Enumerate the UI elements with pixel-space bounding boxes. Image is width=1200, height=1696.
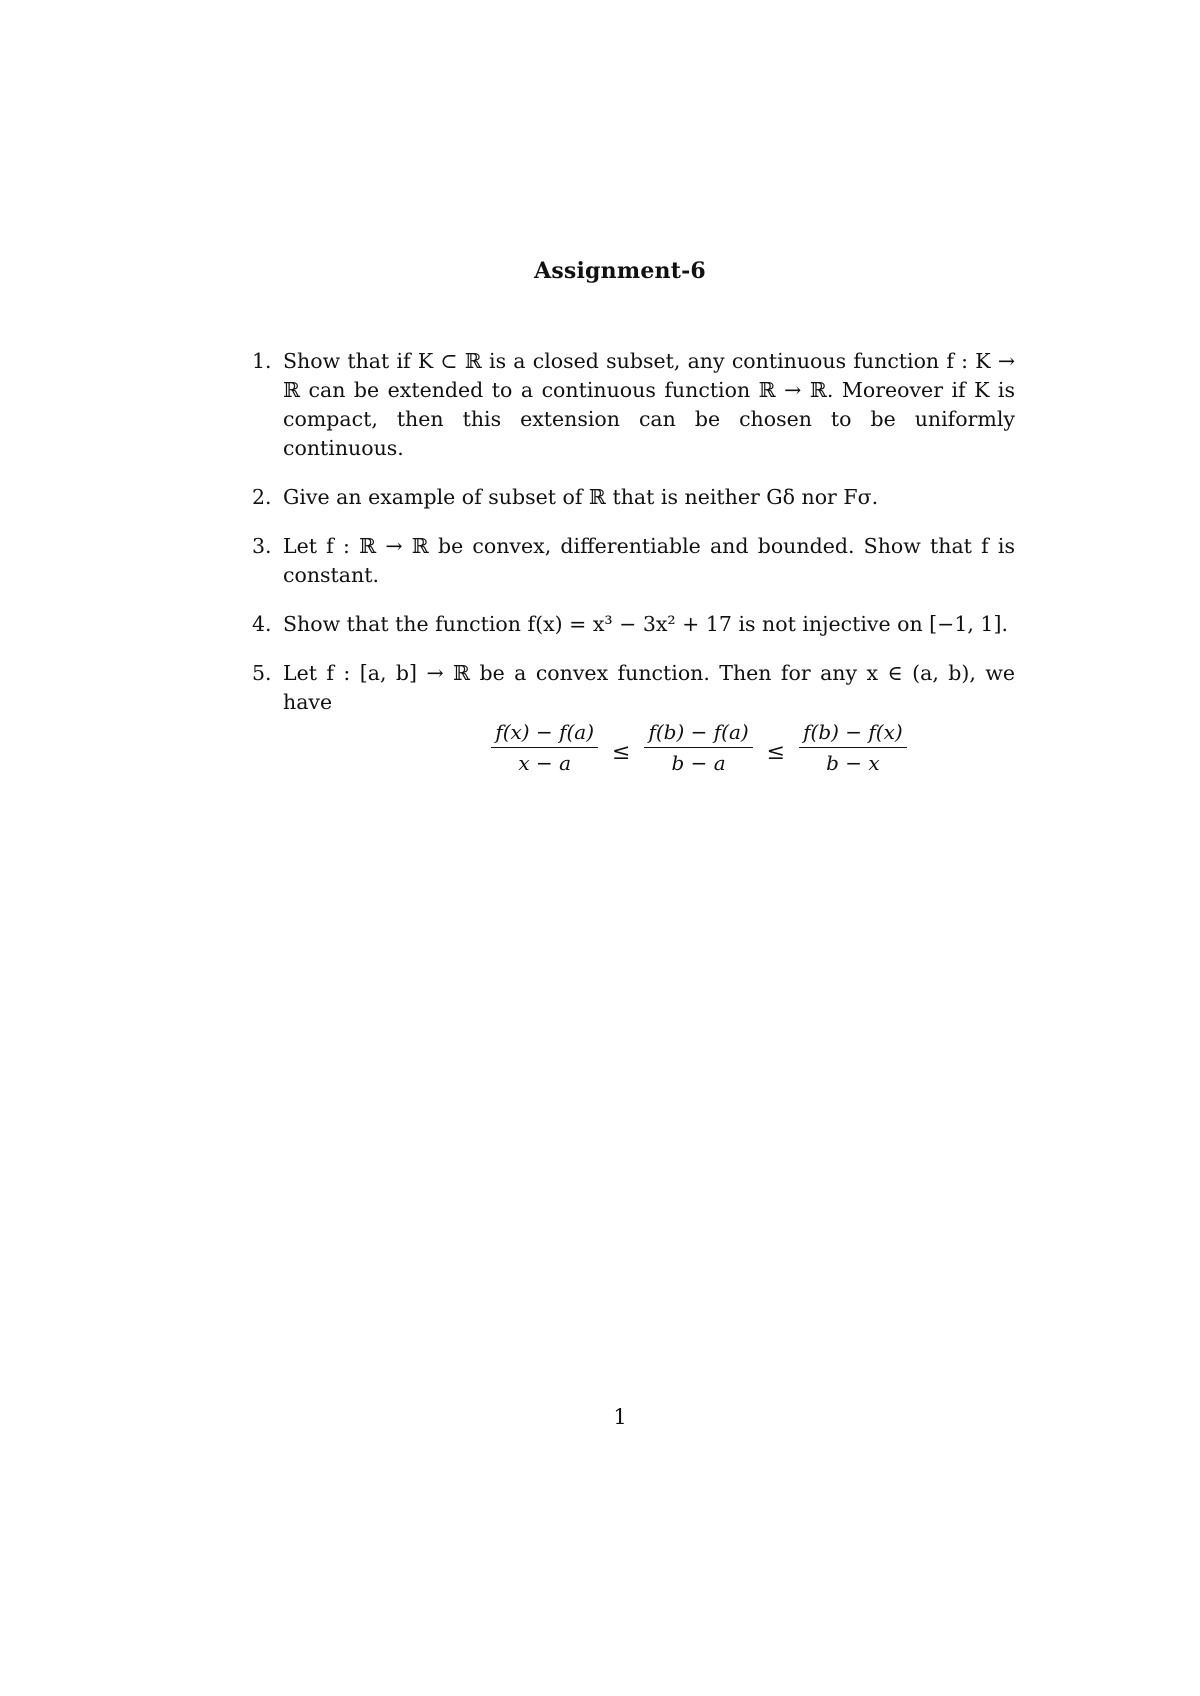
fraction-left bbox=[491, 719, 598, 776]
fraction-numerator: f(b) − f(a) bbox=[644, 719, 752, 748]
problem-text: Let f : ℝ → ℝ be convex, differentiable and bounded. Show that f is constant. bbox=[283, 534, 1015, 587]
problem-text: Show that the function f(x) = x³ − 3x² + 17 is not injective on [−1, 1]. bbox=[283, 612, 1008, 636]
fraction-middle bbox=[644, 719, 752, 776]
problem-2 bbox=[250, 483, 1015, 512]
problem-number: 3. bbox=[252, 534, 272, 558]
problem-number: 2. bbox=[252, 485, 272, 509]
problem-3 bbox=[250, 532, 1015, 590]
fraction-denominator: b − x bbox=[826, 751, 880, 775]
fraction-numerator: f(b) − f(x) bbox=[799, 719, 907, 748]
problem-number: 5. bbox=[252, 661, 272, 685]
problem-4 bbox=[250, 610, 1015, 639]
page-title: Assignment-6 bbox=[534, 258, 706, 284]
less-equal-sign: ≤ bbox=[766, 739, 786, 765]
convexity-inequality bbox=[383, 719, 1015, 776]
problem-number: 4. bbox=[252, 612, 272, 636]
problem-text: Give an example of subset of ℝ that is neither Gδ nor Fσ. bbox=[283, 485, 879, 509]
problem-text: Show that if K ⊂ ℝ is a closed subset, any continuous function f : K → ℝ can be extended to a continuous function ℝ → ℝ. Moreover if K is compact, then this extension can be chosen to be uniformly continuous. bbox=[283, 349, 1015, 460]
less-equal-sign: ≤ bbox=[612, 739, 631, 765]
fraction-denominator: x − a bbox=[518, 751, 571, 775]
problem-1 bbox=[250, 347, 1015, 463]
problem-number: 1. bbox=[252, 349, 272, 373]
fraction-right bbox=[799, 719, 907, 776]
problem-list bbox=[250, 347, 1015, 796]
problem-text: Let f : [a, b] → ℝ be a convex function. Then for any x ∈ (a, b), we have bbox=[283, 661, 1015, 714]
fraction-denominator: b − a bbox=[671, 751, 726, 775]
problem-5 bbox=[250, 659, 1015, 776]
page-number: 1 bbox=[613, 1405, 627, 1429]
fraction-numerator: f(x) − f(a) bbox=[491, 719, 598, 748]
